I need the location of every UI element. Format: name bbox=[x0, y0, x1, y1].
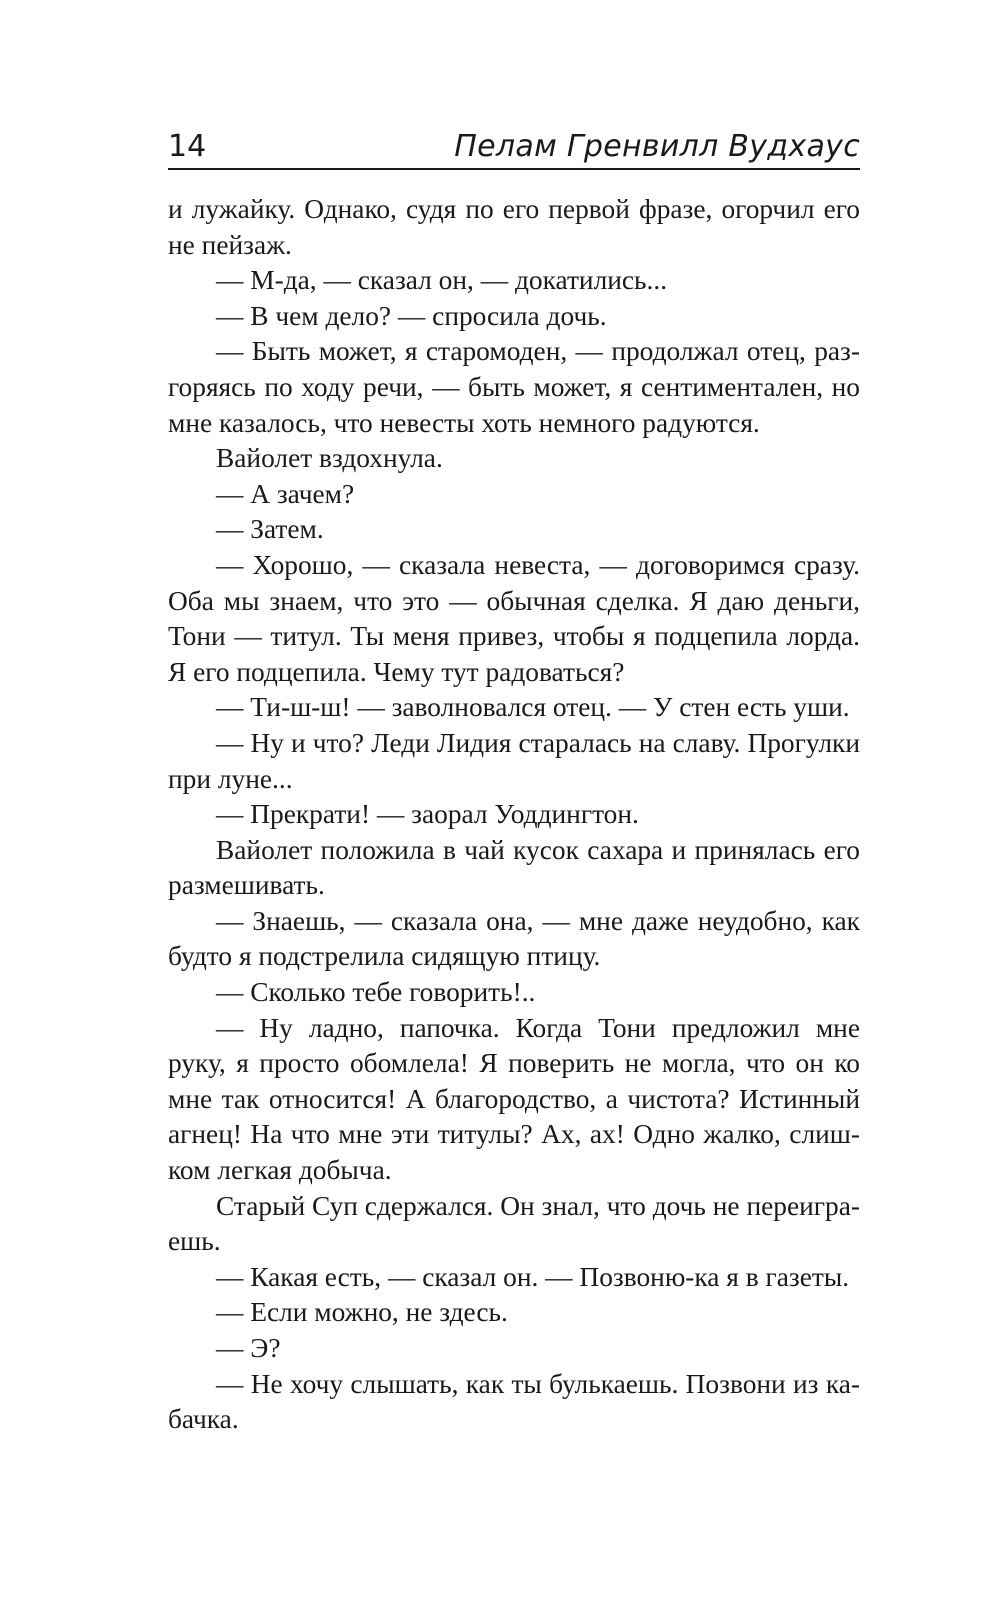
paragraph: — Знаешь, — сказала она, — мне даже неудобно, как будто я подстрелила сидящую птицу. bbox=[168, 905, 860, 972]
paragraph: — Какая есть, — сказал он. — Позвоню-ка я в газеты. bbox=[216, 1261, 850, 1292]
paragraph: и лужайку. Однако, судя по его первой фразе, огорчил его не пейзаж. bbox=[168, 194, 860, 260]
paragraph: — Прекрати! — заорал Уоддингтон. bbox=[216, 799, 639, 830]
page-header bbox=[168, 124, 860, 170]
paragraph: — Затем. bbox=[216, 514, 324, 545]
paragraph: Старый Суп сдержался. Он знал, что дочь не переиграешь. bbox=[168, 1190, 860, 1257]
paragraph: Вайолет вздохнула. bbox=[216, 443, 443, 474]
page-number: 14 bbox=[168, 129, 207, 164]
paragraph: — Э? bbox=[216, 1333, 281, 1363]
paragraph: — Ну ладно, папочка. Когда Тони предложил мне руку, я просто обомлела! Я поверить не могла, что он ко мне так относится! А благородство, а чистота? Истинный агнец! На что мне эти титулы? Ах, ах! Одно жалко, слишком легкая добыча. bbox=[168, 1012, 860, 1186]
paragraph: — Ну и что? Леди Лидия старалась на славу. Прогулки при луне... bbox=[168, 727, 860, 794]
paragraph: Вайолет положила в чай кусок сахара и принялась его размешивать. bbox=[168, 834, 860, 901]
running-title: Пелам Гренвилл Вудхаус bbox=[454, 129, 860, 164]
paragraph: — Быть может, я старомоден, — продолжал отец, разгоряясь по ходу речи, — быть может, я сентиментален, но мне казалось, что невесты хоть немного радуются. bbox=[168, 336, 860, 438]
body-text bbox=[168, 192, 860, 1438]
paragraph: — Если можно, не здесь. bbox=[216, 1297, 508, 1328]
paragraph: — Хорошо, — сказала невеста, — договоримся сразу. Оба мы знаем, что это — обычная сделка. Я даю деньги, Тони — титул. Ты меня привез, чтобы я подцепила лорда. Я его подцепила. Чему тут радоваться? bbox=[168, 549, 860, 687]
paragraph: — В чем дело? — спросила дочь. bbox=[216, 300, 607, 331]
paragraph: — Сколько тебе говорить!.. bbox=[216, 977, 536, 1008]
paragraph: — Ти-ш-ш! — заволновался отец. — У стен есть уши. bbox=[216, 692, 850, 723]
paragraph: — Не хочу слышать, как ты булькаешь. Позвони из кабачка. bbox=[168, 1368, 860, 1435]
paragraph: — А зачем? bbox=[216, 478, 355, 509]
paragraph: — М-да, — сказал он, — докатились... bbox=[216, 265, 668, 296]
